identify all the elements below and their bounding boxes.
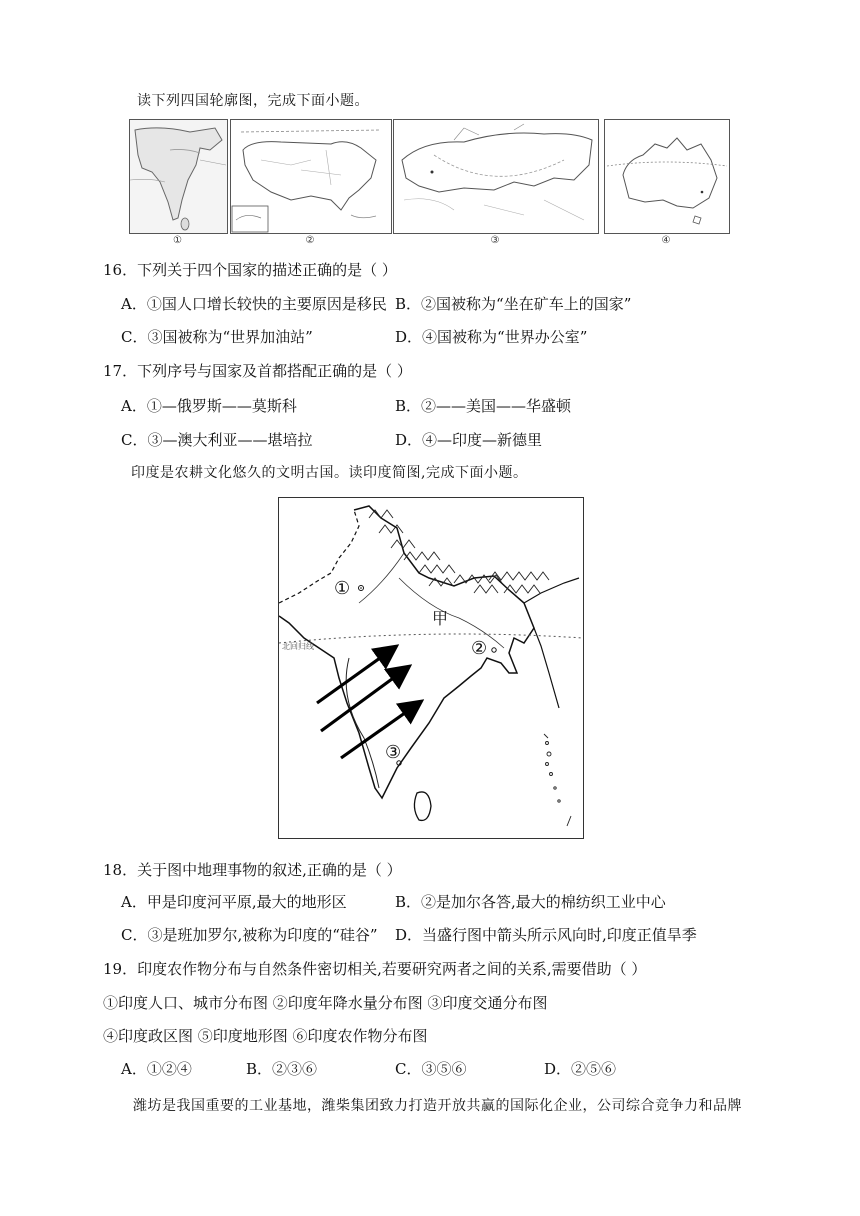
q16-option-c: C．③国被称为“世界加油站”	[121, 328, 313, 346]
map-caption-3: ③	[490, 235, 500, 246]
map-caption-2: ②	[305, 235, 315, 246]
q19-option-c: C．③⑤⑥	[395, 1060, 467, 1078]
map-russia-outline	[393, 119, 599, 234]
q19-list-line-1: ①印度人口、城市分布图 ②印度年降水量分布图 ③印度交通分布图	[103, 994, 548, 1012]
q17-option-d: D．④—印度—新德里	[395, 431, 543, 449]
q16-option-a: A．①国人口增长较快的主要原因是移民	[121, 295, 387, 313]
q17-option-c: C．③—澳大利亚——堪培拉	[121, 431, 313, 449]
q18-option-d: D．当盛行图中箭头所示风向时,印度正值旱季	[395, 926, 697, 944]
q18-option-b: B．②是加尔各答,最大的棉纺织工业中心	[395, 893, 666, 911]
q17-option-a: A．①—俄罗斯——莫斯科	[121, 397, 297, 415]
q16-option-d: D．④国被称为“世界办公室”	[395, 328, 588, 346]
intro-text-3: 潍坊是我国重要的工业基地，潍柴集团致力打造开放共赢的国际化企业，公司综合竞争力和品牌	[133, 1098, 742, 1114]
map-india-outline	[129, 119, 228, 234]
q19-option-b: B．②③⑥	[246, 1060, 318, 1078]
map-caption-4: ④	[661, 235, 671, 246]
map-usa-outline	[230, 119, 392, 234]
india-label-3: ③	[385, 742, 402, 763]
india-label-jia: 甲	[432, 609, 449, 628]
q18-option-c: C．③是班加罗尔,被称为印度的“硅谷”	[121, 926, 378, 944]
q19-option-d: D．②⑤⑥	[544, 1060, 617, 1078]
q18-stem: 18．关于图中地理事物的叙述,正确的是（ ）	[103, 861, 402, 879]
q17-option-b: B．②——美国——华盛顿	[395, 397, 572, 415]
q16-option-b: B．②国被称为“坐在矿车上的国家”	[395, 295, 632, 313]
india-label-1: ①	[334, 578, 351, 599]
map-australia-outline	[604, 119, 730, 234]
q19-list-line-2: ④印度政区图 ⑤印度地形图 ⑥印度农作物分布图	[103, 1027, 428, 1045]
india-label-2: ②	[471, 638, 488, 659]
intro-text-1: 读下列四国轮廓图，完成下面小题。	[137, 93, 369, 109]
q19-stem: 19．印度农作物分布与自然条件密切相关,若要研究两者之间的关系,需要借助（ ）	[103, 960, 647, 978]
q18-option-a: A．甲是印度河平原,最大的地形区	[121, 893, 347, 911]
map-caption-1: ①	[173, 235, 182, 246]
india-map	[278, 497, 584, 839]
q16-stem: 16．下列关于四个国家的描述正确的是（ ）	[103, 261, 397, 279]
intro-text-2: 印度是农耕文化悠久的文明古国。读印度简图,完成下面小题。	[131, 465, 528, 481]
tropic-label: 北回归线	[282, 642, 314, 651]
q17-stem: 17．下列序号与国家及首都搭配正确的是（ ）	[103, 362, 412, 380]
q19-option-a: A．①②④	[121, 1060, 192, 1078]
